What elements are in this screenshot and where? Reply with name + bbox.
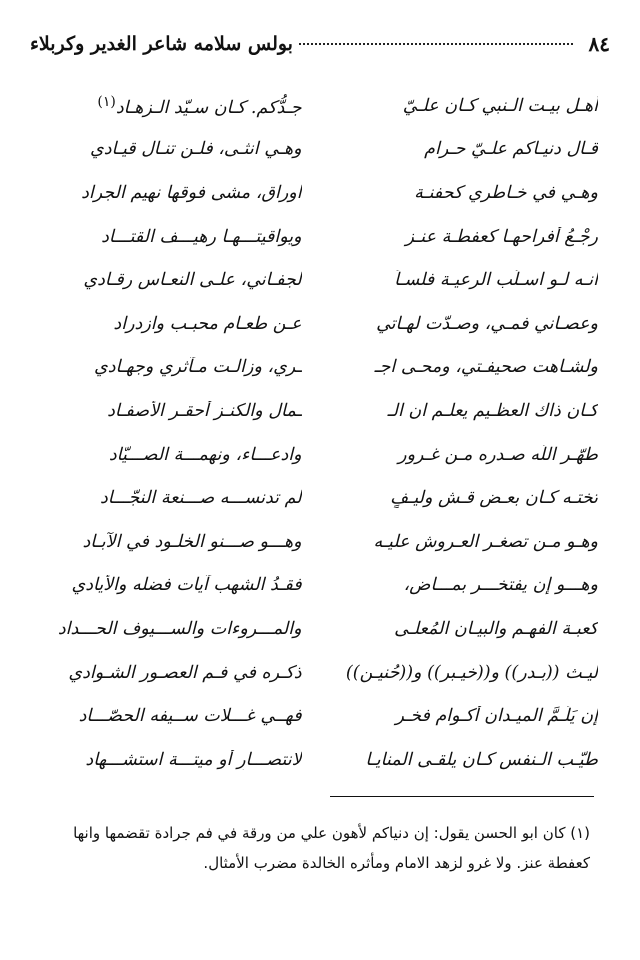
footnote: (١) كان ابو الحسن يقول: إن دنياكم لأهون علي من ورقة في فم جرادة تقضمها وانها كعفطة عنز. ولا غرو لزهد الامام ومأثره الخالدة مضرب الأمثال. bbox=[73, 824, 590, 872]
second-hemistich: فهــي غـــلات ســيفه الحصّـــاد bbox=[78, 706, 302, 727]
first-hemistich: كـان ذاك العظـيم يعلـم ان الـ bbox=[387, 400, 598, 421]
page-number: ٨٤ bbox=[588, 32, 610, 56]
first-hemistich: أهـل بيـت الـنبي كـان علـيّ bbox=[402, 95, 598, 116]
first-hemistich: وهـو مـن تصغـر العـروش عليـه bbox=[373, 531, 598, 552]
couplet bbox=[28, 389, 598, 433]
first-hemistich: طهّـر اللّه صـدره مـن غـرور bbox=[398, 444, 598, 465]
poem bbox=[28, 84, 598, 782]
couplet bbox=[28, 738, 598, 782]
second-hemistich: لانتصـــارٍ أو ميتـــة استشـــهاد bbox=[85, 749, 302, 770]
first-hemistich: انـه لـو اسـلُب الرعيـة فلسـاً bbox=[394, 270, 598, 291]
first-hemistich: تختـه كـان بعـض قـشٍ وليـفٍ bbox=[390, 488, 598, 509]
second-hemistich: فقـدُ الشهب آيات فضله والأيادي bbox=[71, 575, 302, 596]
footnote-divider bbox=[330, 796, 594, 797]
couplet bbox=[28, 171, 598, 215]
second-hemistich: اوراق، مشى فوقها نهيم الجراد bbox=[81, 182, 302, 203]
page-header bbox=[30, 30, 610, 58]
second-hemistich: وهـي انثـى، فلـن تنـال قيـادي bbox=[90, 139, 302, 160]
couplet bbox=[28, 258, 598, 302]
second-hemistich: والمـــروءات والســـيوف الحـــداد bbox=[57, 618, 302, 639]
couplet bbox=[28, 651, 598, 695]
couplet bbox=[28, 520, 598, 564]
first-hemistich: رجْـعُ أفراحهـا كعفطـة عنـز bbox=[405, 226, 598, 247]
couplet bbox=[28, 607, 598, 651]
couplet bbox=[28, 128, 598, 172]
first-hemistich: ليـث ((بـدر)) و((خيـبر)) و((حُنيـن)) bbox=[345, 662, 598, 683]
second-hemistich: ذكـره في فـم العصـور الشـوادي bbox=[68, 662, 302, 683]
footnote-reference: (١) bbox=[97, 93, 116, 110]
second-hemistich: جـدُّكم. كـان سـيّد الـزهـاد bbox=[115, 97, 302, 118]
first-hemistich: ولشـاهت صحيفـتي، ومحـى اجـ bbox=[374, 357, 598, 378]
couplet bbox=[28, 84, 598, 128]
first-hemistich: كعبـة الفهـم والبيـان المُعلـى bbox=[394, 618, 598, 639]
second-hemistich: لم تدنســـه صـــنعة النجّـــاد bbox=[100, 488, 302, 509]
header-leader-dots bbox=[299, 43, 573, 45]
couplet bbox=[28, 694, 598, 738]
couplet bbox=[28, 564, 598, 608]
first-hemistich: وعصـاني فمـي، وصـدّت لهـاتي bbox=[376, 313, 598, 334]
first-hemistich: وهـــو إن يفتخـــر بمـــاض، bbox=[403, 575, 598, 596]
couplet bbox=[28, 302, 598, 346]
first-hemistich: قـال دنيـاكم علـيّ حـرام bbox=[424, 139, 598, 160]
second-hemistich: ـمال والكنـز أحقـر الأصفـاد bbox=[107, 400, 302, 421]
first-hemistich: وهـي في خـاطري كحفنـة bbox=[414, 182, 598, 203]
first-hemistich: طيّـب الـنفس كـان يلقـى المنايـا bbox=[365, 749, 598, 770]
first-hemistich: إن يَلُـمَّ الميـدان أكـوام فخـر bbox=[395, 706, 598, 727]
second-hemistich: وادعـــاء، ونهمـــة الصـــيّاد bbox=[108, 444, 302, 465]
second-hemistich: ويواقيتـــهـا رهيـــف القتـــاد bbox=[101, 226, 302, 247]
second-hemistich: لجفـاني، علـى النعـاس رقـادي bbox=[83, 270, 302, 291]
couplet bbox=[28, 433, 598, 477]
running-title: بولس سلامه شاعر الغدير وكربلاء bbox=[30, 33, 293, 55]
second-hemistich: ـري، وزالـت مـآثري وجهـادي bbox=[94, 357, 302, 378]
couplet bbox=[28, 346, 598, 390]
second-hemistich: وهـــو صـــنو الخلـود في الآبـاد bbox=[82, 531, 302, 552]
couplet bbox=[28, 476, 598, 520]
second-hemistich: عـن طعـام محبـب وازدراد bbox=[113, 313, 302, 334]
couplet bbox=[28, 215, 598, 259]
second-hemistich-with-ref bbox=[28, 94, 302, 118]
